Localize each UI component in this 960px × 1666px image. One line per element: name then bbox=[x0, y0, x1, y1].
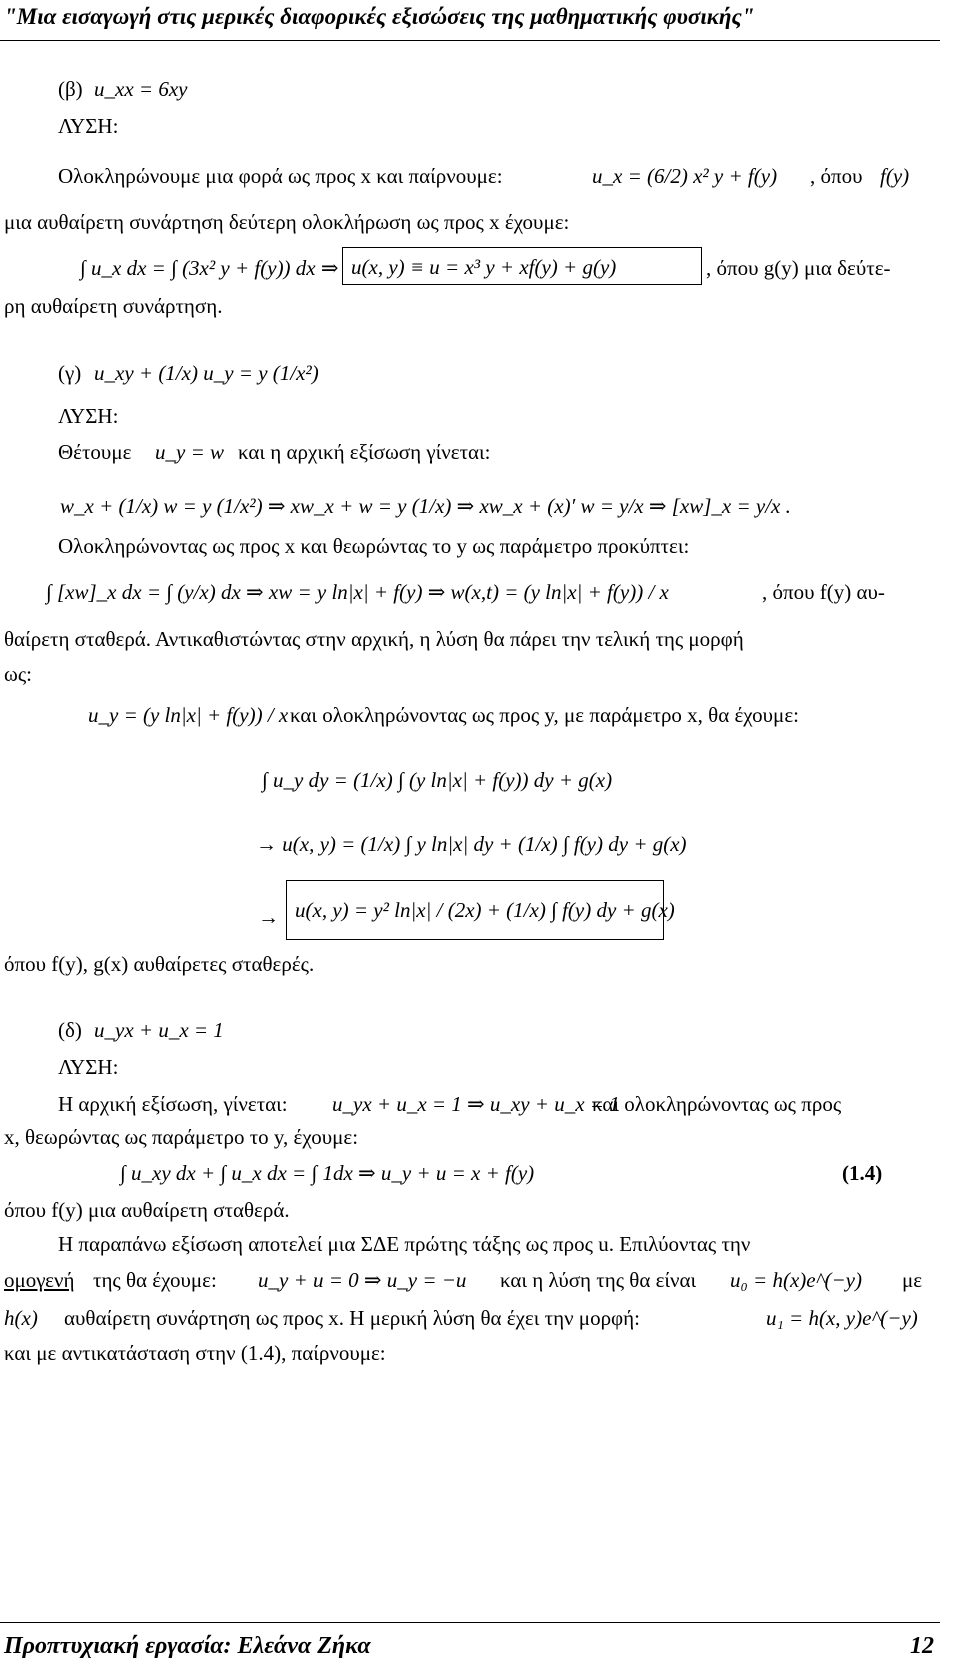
part-d-text6-h: h(x) bbox=[4, 1306, 38, 1330]
part-d-text3: όπου f(y) μια αυθαίρετη σταθερά. bbox=[4, 1198, 290, 1222]
footer-rule bbox=[0, 1622, 940, 1623]
part-d-solution-label: ΛΥΣΗ: bbox=[58, 1055, 119, 1079]
part-b-equation: u_xx = 6xy bbox=[94, 77, 188, 101]
part-b-text2: μια αυθαίρετη συνάρτηση δεύτερη ολοκλήρωση ως προς x έχουμε: bbox=[4, 210, 570, 234]
part-b-eq1-fy: f(y) bbox=[880, 164, 910, 188]
part-d-eq2: ∫ u_xy dx + ∫ u_x dx = ∫ 1dx ⇒ u_y + u = x + f(y) bbox=[120, 1161, 535, 1185]
part-d-label: (δ) bbox=[58, 1018, 82, 1042]
part-d-eq4: u₀ = h(x)e^(−y) bbox=[730, 1268, 862, 1292]
footer-label: Προπτυχιακή εργασία: Ελεάνα Ζήκα bbox=[4, 1633, 371, 1659]
part-g-text1: Θέτουμε bbox=[58, 440, 132, 464]
part-b-eq2-box bbox=[342, 247, 702, 285]
part-g-substitution: u_y = w bbox=[155, 440, 224, 464]
part-g-eq6-boxed: u(x, y) = y² ln|x| / (2x) + (1/x) ∫ f(y) dy + g(x) bbox=[295, 898, 675, 922]
part-d-text7: και με αντικατάσταση στην (1.4), παίρνουμε: bbox=[4, 1341, 386, 1365]
header-rule bbox=[0, 40, 940, 41]
part-g-eq6-box bbox=[286, 880, 675, 940]
part-d-text1b: και ολοκληρώνοντας ως προς bbox=[592, 1092, 842, 1116]
part-b-label: (β) bbox=[58, 77, 83, 101]
part-g-text4: ως: bbox=[4, 662, 32, 686]
part-g-text3: θαίρετη σταθερά. Αντικαθιστώντας στην αρχική, η λύση θα πάρει την τελική της μορφή bbox=[4, 627, 744, 651]
part-g-eq4: ∫ u_y dy = (1/x) ∫ (y ln|x| + f(y)) dy + g(x) bbox=[262, 768, 613, 792]
part-g-solution-label: ΛΥΣΗ: bbox=[58, 404, 119, 428]
part-d-text5-underlined: ομογενή bbox=[4, 1268, 75, 1292]
part-g-text2: Ολοκληρώνοντας ως προς x και θεωρώντας το y ως παράμετρο προκύπτει: bbox=[58, 534, 690, 558]
part-g-label: (γ) bbox=[58, 361, 82, 385]
page-number: 12 bbox=[910, 1633, 934, 1659]
part-d-text2: x, θεωρώντας ως παράμετρο το y, έχουμε: bbox=[4, 1125, 359, 1149]
part-d-text4: Η παραπάνω εξίσωση αποτελεί μια ΣΔΕ πρώτης τάξης ως προς u. Επιλύοντας την bbox=[58, 1232, 751, 1256]
part-d-text5b: και η λύση της θα είναι bbox=[500, 1268, 697, 1292]
part-b-eq1-suffix: , όπου bbox=[810, 164, 863, 188]
part-d-eq1: u_yx + u_x = 1 ⇒ u_xy + u_x = 1 bbox=[332, 1092, 620, 1116]
part-d-text1: Η αρχική εξίσωση, γίνεται: bbox=[58, 1092, 288, 1116]
part-b-eq2-boxed: u(x, y) ≡ u = x³ y + xf(y) + g(y) bbox=[351, 255, 617, 279]
part-b-eq1: u_x = (6/2) x² y + f(y) bbox=[592, 164, 778, 188]
part-d-eq2-number: (1.4) bbox=[842, 1161, 883, 1185]
part-d-text6: αυθαίρετη συνάρτηση ως προς x. Η μερική λύση θα έχει την μορφή: bbox=[64, 1306, 640, 1330]
part-g-text1b: και η αρχική εξίσωση γίνεται: bbox=[238, 440, 491, 464]
part-d-eq5: u₁ = h(x, y)e^(−y) bbox=[766, 1306, 918, 1330]
part-g-eq5: → u(x, y) = (1/x) ∫ y ln|x| dy + (1/x) ∫ f(y) dy + g(x) bbox=[256, 832, 687, 856]
part-d-equation: u_yx + u_x = 1 bbox=[94, 1018, 224, 1042]
part-g-eq6-arrow: → bbox=[258, 905, 279, 929]
part-g-text5: και ολοκληρώνοντας ως προς y, με παράμετρο x, θα έχουμε: bbox=[290, 703, 799, 727]
part-d-text5c: με bbox=[902, 1268, 923, 1292]
part-b-text1: Ολοκληρώνουμε μια φορά ως προς x και παίρνουμε: bbox=[58, 164, 503, 188]
part-b-eq2-suffix: , όπου g(y) μια δεύτε- bbox=[706, 256, 891, 280]
part-g-eq1: w_x + (1/x) w = y (1/x²) ⇒ xw_x + w = y (1/x) ⇒ xw_x + (x)′ w = y/x ⇒ [xw]_x = y/x . bbox=[60, 494, 791, 518]
part-g-eq2-suffix: , όπου f(y) αυ- bbox=[762, 580, 885, 604]
part-g-equation: u_xy + (1/x) u_y = y (1/x²) bbox=[94, 361, 319, 385]
part-g-text6: όπου f(y), g(x) αυθαίρετες σταθερές. bbox=[4, 952, 315, 976]
part-b-eq2: ∫ u_x dx = ∫ (3x² y + f(y)) dx ⇒ bbox=[80, 256, 339, 280]
part-g-eq2: ∫ [xw]_x dx = ∫ (y/x) dx ⇒ xw = y ln|x| + f(y) ⇒ w(x,t) = (y ln|x| + f(y)) / x bbox=[46, 580, 669, 604]
part-d-text5: της θα έχουμε: bbox=[93, 1268, 217, 1292]
part-b-solution-label: ΛΥΣΗ: bbox=[58, 114, 119, 138]
part-d-eq3: u_y + u = 0 ⇒ u_y = −u bbox=[258, 1268, 467, 1292]
part-g-eq3: u_y = (y ln|x| + f(y)) / x bbox=[88, 703, 289, 727]
part-b-text3: ρη αυθαίρετη συνάρτηση. bbox=[4, 294, 223, 318]
running-header: "Μια εισαγωγή στις μερικές διαφορικές εξισώσεις της μαθηματικής φυσικής" bbox=[4, 4, 755, 29]
